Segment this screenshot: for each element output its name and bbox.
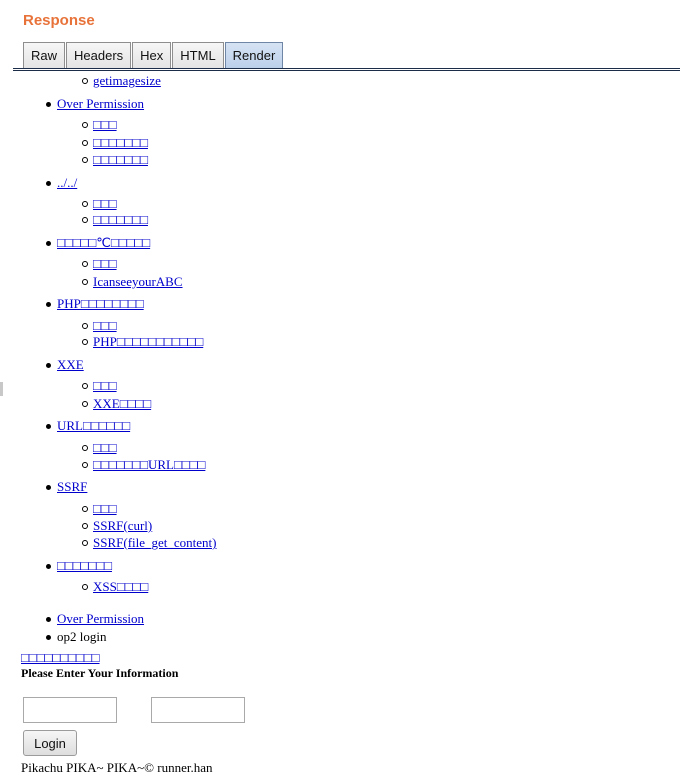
nav-item [57, 611, 144, 627]
nav-item-link[interactable]: Over Permission [57, 611, 145, 626]
tab-hex[interactable]: Hex [132, 42, 171, 68]
nav-subitem [93, 274, 183, 290]
nav-subitem-link[interactable]: XXE□□□□ [93, 396, 152, 411]
nav-subitem [93, 73, 161, 89]
nav-item [57, 558, 112, 574]
nav-subitem [93, 152, 148, 168]
nav-subitem [93, 518, 152, 534]
nav-subitem-link[interactable]: □□□ [93, 501, 117, 516]
nav-subitem [93, 256, 117, 272]
nav-subitem [93, 117, 117, 133]
login-button[interactable]: Login [23, 730, 77, 756]
nav-item [57, 235, 150, 251]
nav-item-link[interactable]: URL□□□□□□ [57, 418, 131, 433]
nav-item-link[interactable]: □□□□□℃□□□□□ [57, 235, 151, 250]
tab-render[interactable]: Render [225, 42, 284, 68]
nav-item-link[interactable]: ../../ [57, 175, 78, 190]
nav-item-link[interactable]: XXE [57, 357, 84, 372]
nav-item-label: op2 login [57, 629, 107, 644]
nav-item-link[interactable]: PHP□□□□□□□□ [57, 296, 144, 311]
footer-text: Pikachu PIKA~ PIKA~© runner.han [21, 760, 213, 775]
nav-subitem-link[interactable]: SSRF(file_get_content) [93, 535, 217, 550]
nav-subitem-link[interactable]: □□□□□□□ [93, 135, 148, 150]
nav-item [57, 175, 77, 191]
nav-subitem-link[interactable]: □□□ [93, 196, 117, 211]
nav-item [57, 357, 84, 373]
nav-item [57, 629, 106, 645]
response-panel-title: Response [23, 12, 95, 29]
tab-raw[interactable]: Raw [23, 42, 65, 68]
nav-subitem [93, 440, 117, 456]
nav-subitem [93, 378, 117, 394]
nav-subitem [93, 334, 203, 350]
nav-item [57, 96, 144, 112]
nav-item [57, 296, 144, 312]
nav-subitem [93, 396, 151, 412]
nav-item [57, 418, 130, 434]
nav-subitem [93, 196, 117, 212]
nav-subitem-link[interactable]: □□□□□□□ [93, 212, 148, 227]
nav-subitem-link[interactable]: getimagesize [93, 73, 161, 88]
form-heading-link[interactable]: □□□□□□□□□□ [21, 650, 100, 665]
nav-item-link[interactable]: □□□□□□□ [57, 558, 112, 573]
nav-subitem-link[interactable]: XSS□□□□ [93, 579, 149, 594]
nav-subitem [93, 501, 117, 517]
nav-subitem-link[interactable]: PHP□□□□□□□□□□□ [93, 334, 204, 349]
nav-subitem-link[interactable]: □□□□□□□URL□□□□ [93, 457, 206, 472]
nav-subitem-link[interactable]: □□□ [93, 117, 117, 132]
tab-headers[interactable]: Headers [66, 42, 131, 68]
nav-subitem [93, 318, 117, 334]
nav-subitem [93, 457, 205, 473]
nav-subitem-link[interactable]: □□□□□□□ [93, 152, 148, 167]
nav-subitem-link[interactable]: □□□ [93, 256, 117, 271]
tab-html[interactable]: HTML [172, 42, 223, 68]
nav-subitem-link[interactable]: □□□ [93, 378, 117, 393]
password-input[interactable] [151, 697, 245, 723]
form-prompt: Please Enter Your Information [21, 666, 179, 680]
nav-subitem [93, 135, 148, 151]
nav-item-link[interactable]: Over Permission [57, 96, 145, 111]
nav-subitem-link[interactable]: SSRF(curl) [93, 518, 153, 533]
nav-item-link[interactable]: SSRF [57, 479, 88, 494]
nav-subitem [93, 212, 148, 228]
nav-item [57, 479, 87, 495]
nav-subitem-link[interactable]: □□□ [93, 318, 117, 333]
nav-subitem [93, 579, 148, 595]
nav-subitem [93, 535, 217, 551]
nav-subitem-link[interactable]: □□□ [93, 440, 117, 455]
nav-subitem-link[interactable]: IcanseeyourABC [93, 274, 183, 289]
username-input[interactable] [23, 697, 117, 723]
